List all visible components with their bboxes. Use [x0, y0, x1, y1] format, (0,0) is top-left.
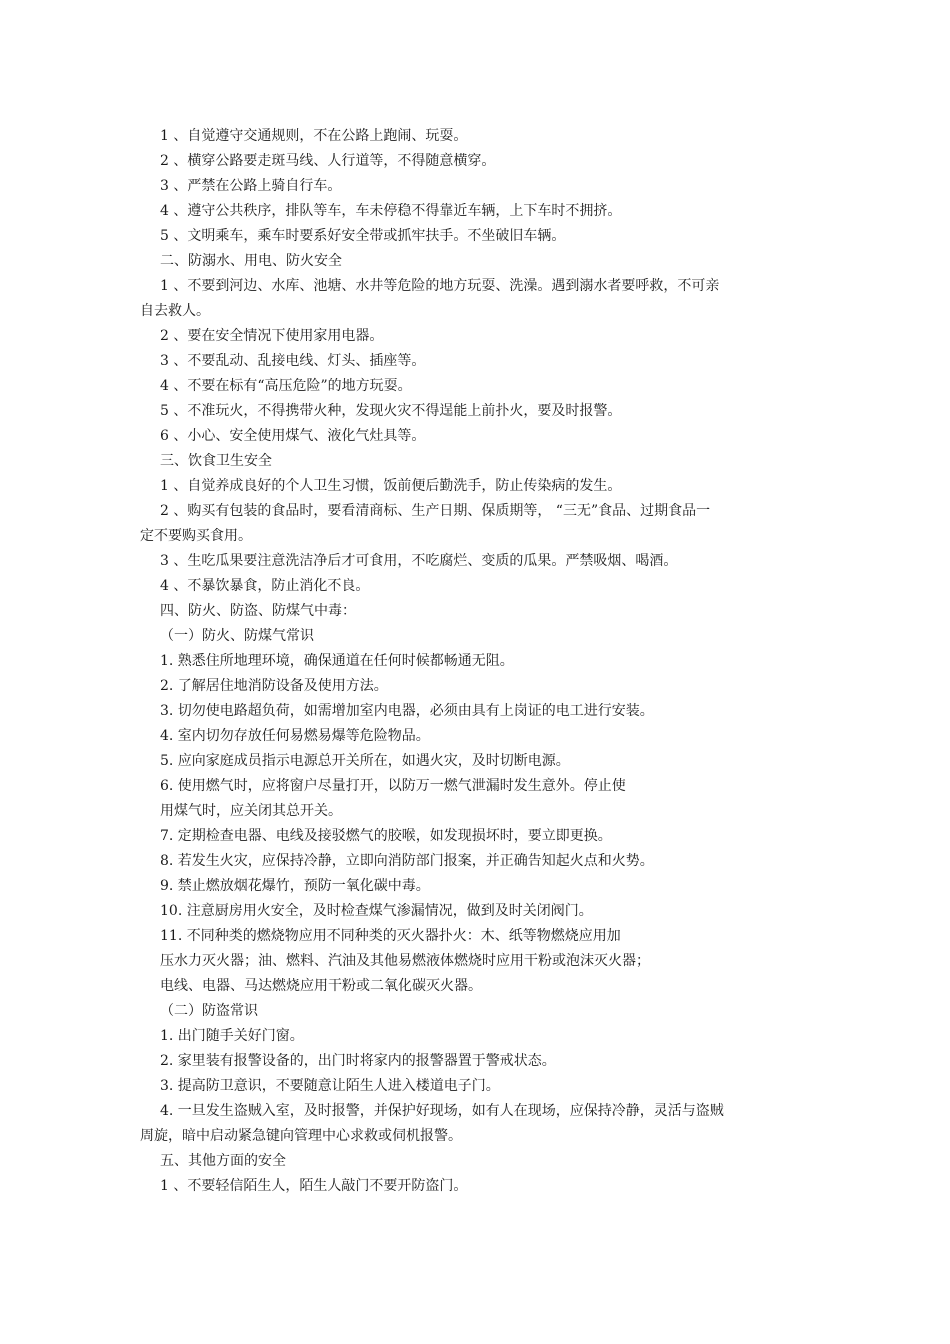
section-heading: 三、饮食卫生安全	[160, 453, 272, 469]
text-line: 5 、不准玩火，不得携带火种，发现火灾不得逞能上前扑火，要及时报警。	[160, 403, 622, 419]
text-line: 2 、要在安全情况下使用家用电器。	[160, 328, 384, 344]
text-line: 1 、自觉养成良好的个人卫生习惯，饭前便后勤洗手，防止传染病的发生。	[160, 478, 622, 494]
text-line: 3 、生吃瓜果要注意洗洁净后才可食用，不吃腐烂、变质的瓜果。严禁吸烟、喝酒。	[160, 553, 678, 569]
text-line: 11. 不同种类的燃烧物应用不同种类的灭火器扑火：木、纸等物燃烧应用加	[160, 928, 621, 944]
text-line: 2 、横穿公路要走斑马线、人行道等，不得随意横穿。	[160, 153, 496, 169]
text-line: 1 、不要到河边、水库、池塘、水井等危险的地方玩耍、洗澡。遇到溺水者要呼救，不可亲	[160, 278, 720, 294]
text-line: 自去救人。	[140, 303, 210, 319]
text-line: 3. 切勿使电路超负荷，如需增加室内电器，必须由具有上岗证的电工进行安装。	[160, 703, 654, 719]
text-line: 2. 家里装有报警设备的，出门时将家内的报警器置于警戒状态。	[160, 1053, 556, 1069]
section-heading: 五、其他方面的安全	[160, 1153, 286, 1169]
text-line: 周旋，暗中启动紧急键向管理中心求救或伺机报警。	[140, 1128, 462, 1144]
text-line: 7. 定期检查电器、电线及接驳燃气的胶喉，如发现损坏时，要立即更换。	[160, 828, 612, 844]
text-line: 6 、小心、安全使用煤气、液化气灶具等。	[160, 428, 426, 444]
text-line: 4. 一旦发生盗贼入室，及时报警，并保护好现场，如有人在现场，应保持冷静，灵活与盗贼	[160, 1103, 724, 1119]
text-line: 5 、文明乘车，乘车时要系好安全带或抓牢扶手。不坐破旧车辆。	[160, 228, 566, 244]
text-line: 压水力灭火器；油、燃料、汽油及其他易燃液体燃烧时应用干粉或泡沫灭火器；	[160, 953, 650, 969]
section-heading: 二、防溺水、用电、防火安全	[160, 253, 342, 269]
text-line: 3. 提高防卫意识，不要随意让陌生人进入楼道电子门。	[160, 1078, 500, 1094]
text-line: 3 、不要乱动、乱接电线、灯头、插座等。	[160, 353, 426, 369]
text-line: 1. 熟悉住所地理环境，确保通道在任何时候都畅通无阻。	[160, 653, 514, 669]
text-line: 1 、不要轻信陌生人，陌生人敲门不要开防盗门。	[160, 1178, 468, 1194]
text-line: 9. 禁止燃放烟花爆竹，预防一氧化碳中毒。	[160, 878, 430, 894]
text-line: 5. 应向家庭成员指示电源总开关所在，如遇火灾，及时切断电源。	[160, 753, 570, 769]
text-line: 用煤气时，应关闭其总开关。	[160, 803, 342, 819]
text-line: 10. 注意厨房用火安全，及时检查煤气渗漏情况，做到及时关闭阀门。	[160, 903, 593, 919]
text-line: 2. 了解居住地消防设备及使用方法。	[160, 678, 388, 694]
text-line: 电线、电器、马达燃烧应用干粉或二氧化碳灭火器。	[160, 978, 482, 994]
text-line: 2 、购买有包装的食品时，要看清商标、生产日期、保质期等， “三无”食品、过期食品一	[160, 503, 711, 519]
text-line: 4. 室内切勿存放任何易燃易爆等危险物品。	[160, 728, 430, 744]
text-line: 1. 出门随手关好门窗。	[160, 1028, 304, 1044]
document-body	[140, 124, 820, 1199]
text-line: 4 、不要在标有“高压危险”的地方玩耍。	[160, 378, 412, 394]
section-heading: 四、防火、防盗、防煤气中毒：	[160, 603, 356, 619]
text-line: 1 、自觉遵守交通规则，不在公路上跑闹、玩耍。	[160, 128, 468, 144]
text-line: 8. 若发生火灾，应保持冷静，立即向消防部门报案，并正确告知起火点和火势。	[160, 853, 654, 869]
text-line: 6. 使用燃气时，应将窗户尽量打开，以防万一燃气泄漏时发生意外。停止使	[160, 778, 626, 794]
subsection-heading: （二）防盗常识	[160, 1003, 258, 1019]
subsection-heading: （一）防火、防煤气常识	[160, 628, 314, 644]
text-line: 4 、不暴饮暴食，防止消化不良。	[160, 578, 370, 594]
text-line: 定不要购买食用。	[140, 528, 252, 544]
text-line: 3 、严禁在公路上骑自行车。	[160, 178, 342, 194]
text-line: 4 、遵守公共秩序，排队等车，车未停稳不得靠近车辆，上下车时不拥挤。	[160, 203, 622, 219]
